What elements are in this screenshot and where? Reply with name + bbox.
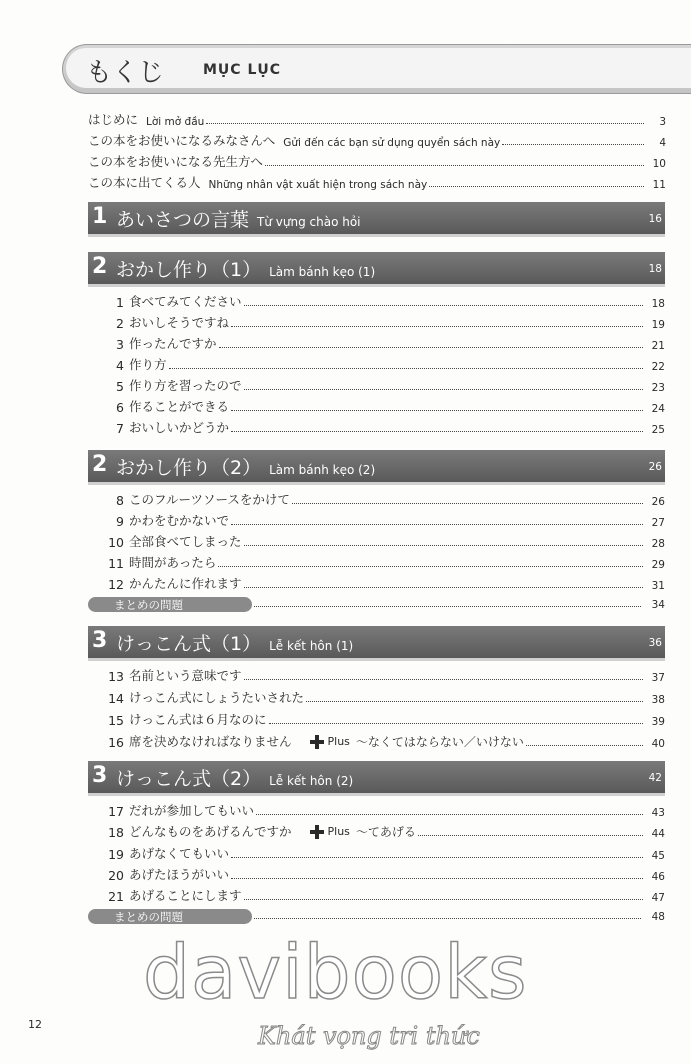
lesson-row[interactable] xyxy=(104,290,665,310)
lesson-row[interactable] xyxy=(104,863,665,883)
lesson-number: 19 xyxy=(108,847,124,862)
chapter-page: 26 xyxy=(648,461,662,473)
lesson-row[interactable] xyxy=(104,708,665,728)
plus-grammar: ～なくてはならない／いけない xyxy=(355,735,524,749)
leader-dots xyxy=(256,814,643,815)
leader-dots xyxy=(265,165,644,166)
leader-dots xyxy=(244,899,643,900)
review-label: まとめの問題 xyxy=(114,598,183,612)
plus-label: Plus xyxy=(327,825,350,838)
page-number: 23 xyxy=(651,382,665,394)
chapter-header[interactable] xyxy=(88,252,665,287)
chapter-title-vi: Lễ kết hôn (2) xyxy=(269,774,354,788)
chapter-number: 3 xyxy=(92,763,108,788)
lesson-row[interactable] xyxy=(104,416,665,436)
lesson-row[interactable] xyxy=(104,664,665,684)
lesson-number: 1 xyxy=(116,295,124,310)
lesson-title: あげたほうがいい xyxy=(129,867,230,882)
lesson-title: 作り方を習ったので xyxy=(129,378,242,393)
chapter-title-vi: Làm bánh kẹo (1) xyxy=(269,265,376,279)
page-number: 19 xyxy=(651,319,665,331)
lesson-number: 3 xyxy=(116,337,124,352)
chapter-title xyxy=(116,629,353,656)
lesson-number: 2 xyxy=(116,316,124,331)
entry-title: この本に出てくる人 xyxy=(88,175,201,190)
page-number: 26 xyxy=(651,496,665,508)
page-number: 22 xyxy=(651,361,665,373)
leader-dots xyxy=(231,410,643,411)
page-number: 34 xyxy=(651,599,665,611)
page-title-ja: もくじ xyxy=(86,58,165,88)
page-number: 46 xyxy=(651,871,665,883)
lesson-title: おいしそうですね xyxy=(129,315,230,330)
leader-dots xyxy=(526,745,643,746)
lesson-title: 時間があったら xyxy=(129,555,217,570)
chapter-title-ja: けっこん式（1） xyxy=(116,633,262,655)
page-number: 27 xyxy=(651,517,665,529)
leader-dots xyxy=(231,326,643,327)
lesson-number: 21 xyxy=(108,889,124,904)
page-number: 11 xyxy=(652,179,666,191)
leader-dots xyxy=(254,606,641,607)
leader-dots xyxy=(418,835,643,836)
page-number: 39 xyxy=(651,716,665,728)
review-row[interactable] xyxy=(88,597,665,613)
page-title-vi: MỤC LỤC xyxy=(203,62,282,78)
leader-dots xyxy=(231,878,643,879)
toc-intro-row[interactable] xyxy=(88,129,666,149)
chapter-number: 1 xyxy=(92,204,108,229)
chapter-number: 2 xyxy=(92,254,108,279)
leader-dots xyxy=(244,587,643,588)
chapter-page: 16 xyxy=(648,213,662,225)
lesson-title: 名前という意味です xyxy=(129,668,242,683)
lesson-row[interactable] xyxy=(104,509,665,529)
chapter-title-vi: Làm bánh kẹo (2) xyxy=(269,463,376,477)
lesson-row[interactable] xyxy=(104,311,665,331)
page-number-footer: 12 xyxy=(28,1018,42,1031)
toc-intro-row[interactable] xyxy=(88,108,666,128)
toc-intro-row[interactable] xyxy=(88,171,666,191)
lesson-title: けっこん式にしょうたいされた xyxy=(129,690,305,705)
page-number: 21 xyxy=(651,340,665,352)
lesson-number: 6 xyxy=(116,400,124,415)
lesson-title: 全部食べてしまった xyxy=(129,534,242,549)
chapter-title xyxy=(116,764,353,791)
review-row[interactable] xyxy=(88,909,665,925)
leader-dots xyxy=(502,144,644,145)
page-number: 43 xyxy=(651,807,665,819)
entry-title: この本をお使いになるみなさんへ xyxy=(88,133,276,148)
chapter-title-vi: Từ vựng chào hỏi xyxy=(257,215,361,229)
lesson-row[interactable] xyxy=(104,572,665,592)
chapter-header[interactable] xyxy=(88,202,665,237)
leader-dots xyxy=(206,123,644,124)
lesson-number: 16 xyxy=(108,735,124,750)
lesson-row[interactable] xyxy=(104,686,665,706)
plus-icon xyxy=(310,735,324,749)
leader-dots xyxy=(244,389,643,390)
lesson-number: 20 xyxy=(108,868,124,883)
entry-subtitle: Lời mở đầu xyxy=(146,116,205,128)
lesson-title: 作り方 xyxy=(129,357,167,372)
lesson-title: あげることにします xyxy=(129,888,242,903)
chapter-page: 18 xyxy=(648,263,662,275)
chapter-title xyxy=(116,255,375,282)
watermark-slogan: Khát vọng tri thức xyxy=(258,1022,480,1050)
lesson-number: 8 xyxy=(116,493,124,508)
lesson-number: 14 xyxy=(108,691,124,706)
lesson-row[interactable] xyxy=(104,353,665,373)
page-number: 48 xyxy=(651,911,665,923)
page-number: 18 xyxy=(651,298,665,310)
leader-dots xyxy=(231,524,643,525)
lesson-title: 席を決めなければなりません xyxy=(129,734,292,749)
page-number: 4 xyxy=(659,137,666,149)
entry-title: はじめに xyxy=(88,112,139,127)
leader-dots xyxy=(219,347,643,348)
leader-dots xyxy=(254,918,641,919)
lesson-title: けっこん式は６月なのに xyxy=(129,712,267,727)
page-number: 31 xyxy=(651,580,665,592)
lesson-title: どんなものをあげるんですか xyxy=(129,824,292,839)
leader-dots xyxy=(306,701,643,702)
page-number: 40 xyxy=(651,738,665,750)
lesson-number: 13 xyxy=(108,669,124,684)
chapter-title-vi: Lễ kết hôn (1) xyxy=(269,639,354,653)
lesson-row[interactable] xyxy=(104,530,665,550)
page-number: 10 xyxy=(652,158,666,170)
plus-note xyxy=(310,823,416,840)
lesson-number: 11 xyxy=(108,556,124,571)
entry-title: この本をお使いになる先生方へ xyxy=(88,154,264,169)
lesson-title: かわをむかないで xyxy=(129,513,230,528)
lesson-number: 15 xyxy=(108,713,124,728)
lesson-row[interactable] xyxy=(104,374,665,394)
page-number: 24 xyxy=(651,403,665,415)
chapter-header[interactable] xyxy=(88,761,665,796)
chapter-number: 2 xyxy=(92,452,108,477)
lesson-title: あげなくてもいい xyxy=(129,846,230,861)
lesson-row[interactable] xyxy=(104,730,665,750)
leader-dots xyxy=(292,503,643,504)
lesson-title: 食べてみてください xyxy=(129,294,242,309)
chapter-title-ja: けっこん式（2） xyxy=(116,768,262,790)
lesson-number: 12 xyxy=(108,577,124,592)
lesson-number: 7 xyxy=(116,421,124,436)
chapter-title-ja: おかし作り（1） xyxy=(116,259,262,281)
page-number: 38 xyxy=(651,694,665,706)
leader-dots xyxy=(231,857,643,858)
chapter-number: 3 xyxy=(92,628,108,653)
plus-grammar: ～てあげる xyxy=(355,825,416,839)
lesson-number: 5 xyxy=(116,379,124,394)
chapter-title xyxy=(116,453,375,480)
toc-intro-row[interactable] xyxy=(88,150,666,170)
lesson-row[interactable] xyxy=(104,488,665,508)
chapter-header[interactable] xyxy=(88,450,665,485)
page-number: 3 xyxy=(659,116,666,128)
leader-dots xyxy=(218,566,643,567)
lesson-number: 4 xyxy=(116,358,124,373)
lesson-row[interactable] xyxy=(104,820,665,840)
leader-dots xyxy=(244,545,643,546)
entry-subtitle: Những nhân vật xuất hiện trong sách này xyxy=(208,179,428,191)
lesson-row[interactable] xyxy=(104,551,665,571)
page-number: 44 xyxy=(651,828,665,840)
page-number: 37 xyxy=(651,672,665,684)
review-label: まとめの問題 xyxy=(114,910,183,924)
chapter-title-ja: おかし作り（2） xyxy=(116,457,262,479)
lesson-title: かんたんに作れます xyxy=(129,576,242,591)
chapter-page: 36 xyxy=(648,637,662,649)
leader-dots xyxy=(429,186,644,187)
page-number: 25 xyxy=(651,424,665,436)
lesson-number: 10 xyxy=(108,535,124,550)
leader-dots xyxy=(244,305,643,306)
lesson-row[interactable] xyxy=(104,884,665,904)
lesson-title: 作ることができる xyxy=(129,399,230,414)
chapter-header[interactable] xyxy=(88,626,665,661)
leader-dots xyxy=(244,679,643,680)
lesson-title: 作ったんですか xyxy=(129,336,217,351)
lesson-row[interactable] xyxy=(104,332,665,352)
lesson-number: 9 xyxy=(116,514,124,529)
lesson-row[interactable] xyxy=(104,842,665,862)
plus-note xyxy=(310,733,524,750)
leader-dots xyxy=(169,368,643,369)
plus-icon xyxy=(310,825,324,839)
lesson-row[interactable] xyxy=(104,395,665,415)
leader-dots xyxy=(269,723,643,724)
page-number: 47 xyxy=(651,892,665,904)
leader-dots xyxy=(231,431,643,432)
lesson-number: 17 xyxy=(108,804,124,819)
lesson-number: 18 xyxy=(108,825,124,840)
plus-label: Plus xyxy=(327,735,350,748)
watermark-brand: davibooks xyxy=(143,930,528,1016)
lesson-title: だれが参加してもいい xyxy=(129,803,255,818)
lesson-title: おいしいかどうか xyxy=(129,420,230,435)
entry-subtitle: Gửi đến các bạn sử dụng quyển sách này xyxy=(283,137,501,149)
chapter-title-ja: あいさつの言葉 xyxy=(116,209,250,231)
page-number: 45 xyxy=(651,850,665,862)
lesson-row[interactable] xyxy=(104,799,665,819)
chapter-page: 42 xyxy=(648,772,662,784)
lesson-title: このフルーツソースをかけて xyxy=(129,492,290,507)
page-number: 28 xyxy=(651,538,665,550)
chapter-title xyxy=(116,205,361,232)
page-number: 29 xyxy=(651,559,665,571)
